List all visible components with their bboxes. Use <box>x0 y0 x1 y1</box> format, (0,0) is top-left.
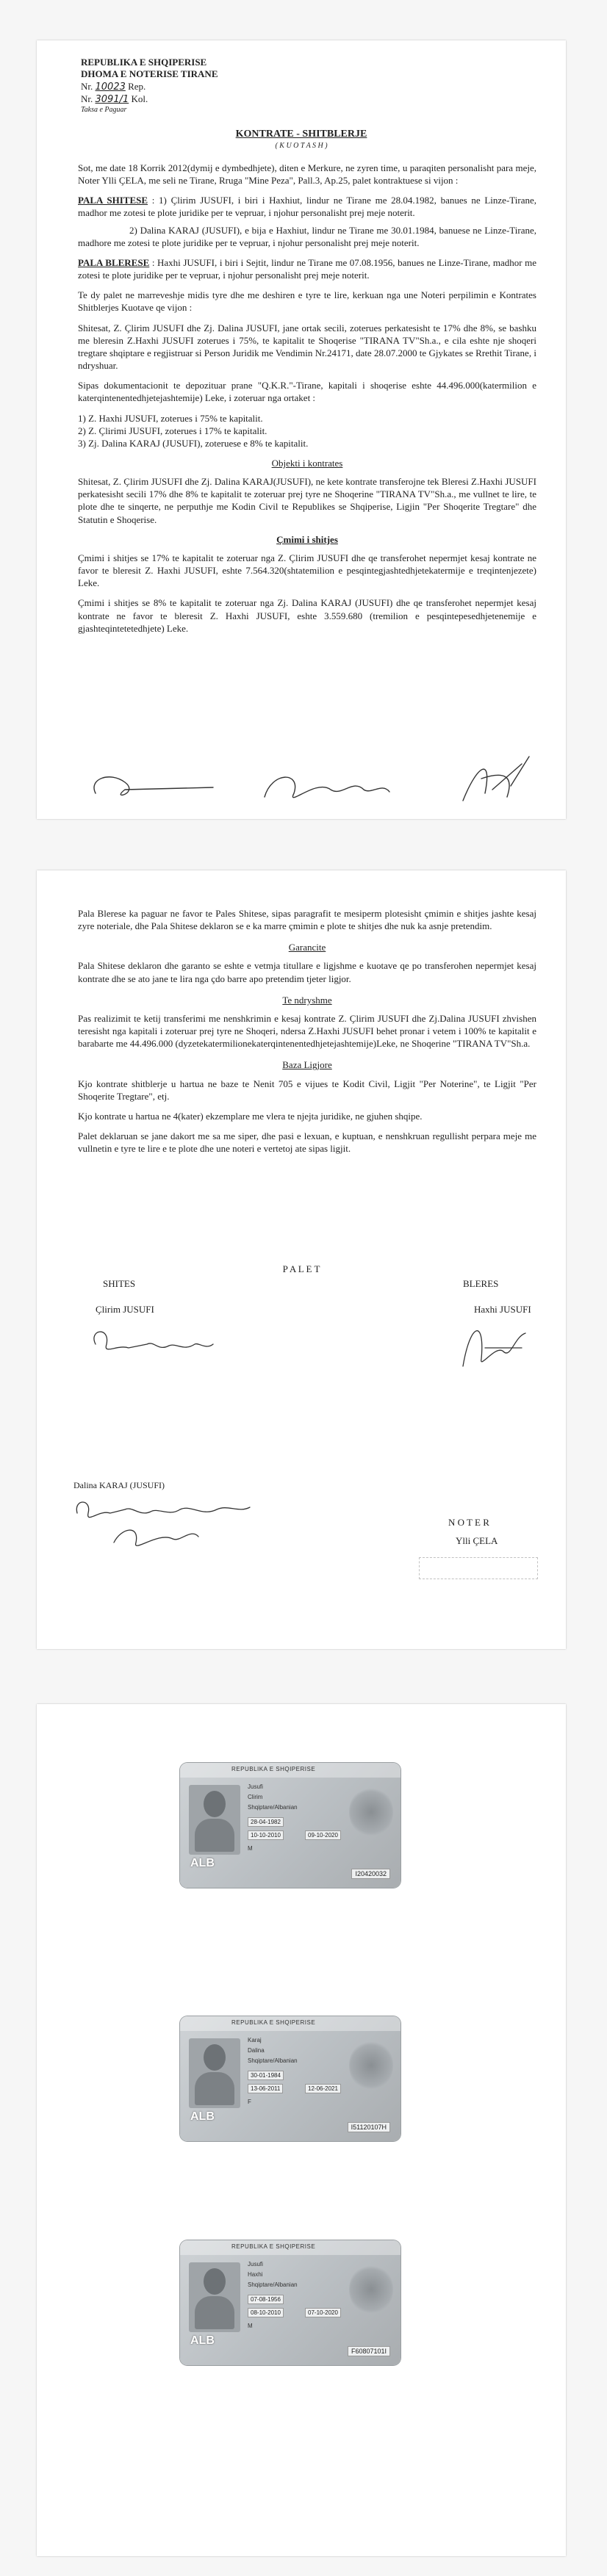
signer-name-clirim: Çlirim JUSUFI <box>96 1304 154 1315</box>
alb-mark: ALB <box>190 1857 215 1869</box>
signatures-page-2-dalina <box>70 1491 276 1557</box>
id-surname: Karaj <box>248 2037 262 2043</box>
section-title-objekti: Objekti i kontrates <box>271 457 343 469</box>
id-dob: 07-08-1956 <box>248 2295 284 2304</box>
parties-title: P A L E T <box>282 1263 320 1274</box>
notary-name: Ylli ÇELA <box>456 1535 498 1546</box>
objekti-paragraph: Shitesat, Z. Çlirim JUSUFI dhe Zj. Dalina KARAJ(JUSUFI), ne kete kontrate transferojne tek Bleresi Z.Haxhi JUSUFI perkatesisht secili 17% dhe 8% te kapitalit te zoteruar prej tyre ne Shoqerine "TIRANA TV"Sh.a., me vullnet te lire, te plote dhe te sinqerte, ne perputhje me Kodin Civil te Republikes se Shqiperise, Ligjin "Per Shoqerite Tregtare" dhe Statutin e Shoqerise. <box>78 476 536 525</box>
contract-subtitle: ( K U O T A S H ) <box>275 142 328 150</box>
signature-clirim-icon <box>94 777 213 795</box>
id-surname: Jusufi <box>248 1783 263 1790</box>
intro-paragraph: Sot, me date 18 Korrik 2012(dymij e dymbedhjete), diten e Merkure, ne zyren time, u paraqiten personalisht para meje, Noter Ylli ÇELA, me seli ne Tirane, Rruga "Mine Peza", Pall.3, Ap.25, palet kontraktuese si vijon : <box>78 162 536 187</box>
declaration-paragraph: Palet deklaruan se jane dakort me sa me siper, dhe pasi e lexuan, e kuptuan, e nenshkruan regullisht perpara meje me vullnetin e tyre te lire e te plote dhe une noteri e vertetoj ate sipas ligjit. <box>78 1130 536 1155</box>
signature-haxhi-icon <box>463 757 529 801</box>
id-issued: 08-10-2010 <box>248 2308 284 2317</box>
section-title-cmimi: Çmimi i shitjes <box>276 533 338 545</box>
signature-clirim-icon <box>94 1332 213 1349</box>
notary-stamp-icon <box>419 1557 538 1579</box>
id-sex: M <box>248 1845 253 1852</box>
signatures-page-2-top <box>88 1315 529 1381</box>
id-issued: 13-06-2011 <box>248 2084 283 2093</box>
signer-name-dalina: Dalina KARAJ (JUSUFI) <box>73 1480 165 1490</box>
id-card-2 <box>180 2016 401 2141</box>
buyer: PALA BLERESE : Haxhi JUSUFI, i biri i Sejtit, lindur ne Tirane me 07.08.1956, banues ne Linze-Tirane, madhor me zotesi te plote juridike per te vepruar, i njohur personalisht prej meje noterit. <box>78 256 537 281</box>
id-nationality: Shqiptare/Albanian <box>248 2057 298 2064</box>
id-sex: F <box>248 2099 251 2105</box>
header-kol-number: Nr. 3091/1 Kol. <box>81 93 148 105</box>
eagle-emblem-icon <box>349 2040 393 2091</box>
list-item: 2) Z. Çlirimi JUSUFI, zoterues i 17% te kapitalit. <box>78 425 267 436</box>
id-issued: 10-10-2010 <box>248 1830 284 1840</box>
notary-label: N O T E R <box>448 1517 489 1528</box>
id-nationality: Shqiptare/Albanian <box>248 2281 298 2288</box>
id-number: I51120107H <box>348 2122 390 2132</box>
id-number: I20420032 <box>351 1869 390 1879</box>
contract-body-page2 <box>78 907 536 1155</box>
portrait-photo-icon <box>189 1785 240 1855</box>
id-number: F60807101I <box>348 2346 390 2356</box>
capital-paragraph: Sipas dokumentacionit te depozituar prane "Q.K.R."-Tirane, kapitali i shoqerise eshte 44.496.000(katermilion e katerqintenentedhjetejashtemije) Leke, i zoteruar nga ortaket : <box>78 380 536 404</box>
baza-paragraph: Kjo kontrate shitblerje u hartua ne baze te Nenit 705 e vijues te Kodit Civil, Ligjit "Per Noterine", te Ligjit "Per Shoqerite Tregtare", etj. <box>78 1078 536 1102</box>
id-expires: 12-06-2021 <box>305 2084 341 2093</box>
id-nationality: Shqiptare/Albanian <box>248 1804 298 1811</box>
notary-header <box>81 57 301 115</box>
id-name: Clirim <box>248 1794 263 1800</box>
signature-haxhi-icon <box>463 1331 525 1366</box>
id-card-header: REPUBLIKA E SHQIPERISE <box>231 1766 316 1772</box>
document-page-2 <box>37 870 566 1649</box>
shareholder-list <box>78 412 536 450</box>
id-card-1 <box>180 1763 401 1888</box>
seller-2: 2) Dalina KARAJ (JUSUFI), e bija e Haxhiut, lindur ne Tirane me 30.01.1984, banuese ne Linze-Tirane, madhore me zotesi te plote juridike per te vepruar, i njohur personalisht prej meje noterit. <box>78 224 536 248</box>
header-chamber: DHOMA E NOTERISE TIRANE <box>81 68 218 80</box>
id-card-header: REPUBLIKA E SHQIPERISE <box>231 2019 316 2026</box>
alb-mark: ALB <box>190 2110 215 2123</box>
alb-mark: ALB <box>190 2334 215 2347</box>
buyer-label: BLERES <box>463 1278 499 1289</box>
eagle-emblem-icon <box>349 2264 393 2315</box>
shareholders-paragraph: Shitesat, Z. Çlirim JUSUFI dhe Zj. Dalina JUSUFI, jane ortak secili, zoterues perkatesisht te 17% dhe 8%, se bashku me bleresin Z.Haxhi JUSUFI zoterues i 75%, te kapitalit te Shoqerise "TIRANA TV"Sh.a., e cila eshte nje shoqeri tregtare shqiptare e regjistruar si Person Juridik me Vendimin Nr.24171, date 28.07.2000 te Gjykates se Rrethit Tirane, i ndryshuar. <box>78 322 536 372</box>
price-paragraph-2: Çmimi i shitjes se 8% te kapitalit te zoteruar nga Zj. Dalina KARAJ (JUSUFI) dhe qe transferohet nepermjet kesaj kontrate ne favor te bleresit Z. Haxhi JUSUFI, eshte 3.559.680 (tremilion e pesqintepesedhjetenemije e gjashteqintetetedhjete) Leke. <box>78 597 536 634</box>
id-surname: Jusufi <box>248 2261 263 2267</box>
contract-body-page1 <box>78 162 536 635</box>
copies-paragraph: Kjo kontrate u hartua ne 4(kater) ekzemplare me vlera te njejta juridike, ne gjuhen shqipe. <box>78 1110 423 1122</box>
id-sex: M <box>248 2323 253 2329</box>
document-page-3 <box>37 1704 566 2556</box>
price-paragraph-1: Çmimi i shitjes se 17% te kapitalit te zoteruar nga Z. Çlirim JUSUFI dhe qe transferohet nepermjet kesaj kontrate ne favor te bleresit Z. Haxhi JUSUFI, eshte 7.564.320(shtatemilion e pesqintegjashtedhjetekatermije e treqintenjezete) Leke. <box>78 552 536 589</box>
list-item: 3) Zj. Dalina KARAJ (JUSUFI), zoteruese e 8% te kapitalit. <box>78 437 309 449</box>
id-name: Dalina <box>248 2047 265 2054</box>
header-rep-number: Nr. 10023 Rep. <box>81 80 146 93</box>
header-taksa: Taksa e Paguar <box>81 106 127 114</box>
section-title-te-ndryshme: Te ndryshme <box>282 994 332 1006</box>
header-republic: REPUBLIKA E SHQIPERISE <box>81 57 207 68</box>
id-card-header: REPUBLIKA E SHQIPERISE <box>231 2243 316 2250</box>
te-ndryshme-paragraph: Pas realizimit te ketij transferimi me nenshkrimin e kesaj kontrate Z. Çlirim JUSUFI dhe Zj.Dalina JUSUFI zhvishen teresisht nga kapitali i zoteruar prej tyre ne Shoqeri, ndersa Z.Haxhi JUSUFI behet pronar i vetem i 100% te kapitalit e barabarte me 44.496.000 (dyzetekatermilionekaterqintenentedhjetejashtemije)Leke, ne Shoqerine "TIRANA TV"Sh.a. <box>78 1012 536 1050</box>
id-card-3 <box>180 2240 401 2365</box>
signature-dalina-icon <box>114 1530 198 1545</box>
portrait-photo-icon <box>189 2038 240 2108</box>
id-name: Haxhi <box>248 2271 263 2278</box>
sellers-label: SHITES <box>103 1278 136 1289</box>
section-title-baza-ligjore: Baza Ligjore <box>282 1059 332 1071</box>
id-expires: 09-10-2020 <box>305 1830 341 1840</box>
eagle-emblem-icon <box>349 1786 393 1838</box>
agreement-paragraph: Te dy palet ne marreveshje midis tyre dhe me deshiren e tyre te lire, kerkuan nga une Noteri perpilimin e Kontrates Shitblerjes Kuotave qe vijon : <box>78 289 536 314</box>
signatures-page-1 <box>81 749 536 815</box>
portrait-photo-icon <box>189 2262 240 2332</box>
garancite-paragraph: Pala Shitese deklaron dhe garanto se eshte e vetmja titullare e ligjshme e kuotave qe po transferohen nepermjet kesaj kontrate dhe se ato jane te lira nga çdo barre apo pretendim tjeter ligjor. <box>78 960 536 984</box>
id-expires: 07-10-2020 <box>305 2308 341 2317</box>
payment-paragraph: Pala Blerese ka paguar ne favor te Pales Shitese, sipas paragrafit te mesiperm plotesisht çmimin e shitjes jashte kesaj zyre noteriale, dhe Pala Shitese deklaron se e ka marre çmimin e plote te shitjes dhe nuk ka asnje pretendim. <box>78 908 536 932</box>
signer-name-haxhi: Haxhi JUSUFI <box>474 1304 531 1315</box>
contract-title: KONTRATE - SHITBLERJE <box>235 129 367 140</box>
list-item: 1) Z. Haxhi JUSUFI, zoterues i 75% te kapitalit. <box>78 412 263 424</box>
signature-dalina-icon <box>76 1502 250 1518</box>
id-dob: 28-04-1982 <box>248 1817 284 1827</box>
id-dob: 30-01-1984 <box>248 2071 284 2080</box>
section-title-garancite: Garancite <box>288 942 326 953</box>
signature-dalina-icon <box>265 777 389 798</box>
seller-1: PALA SHITESE : 1) Çlirim JUSUFI, i biri i Haxhiut, lindur ne Tirane me 28.04.1982, banues ne Linze-Tirane, madhor me zotesi te plote juridike per te vepruar, i njohur personalisht prej meje noterit. <box>78 195 536 219</box>
document-page-1 <box>37 40 566 819</box>
